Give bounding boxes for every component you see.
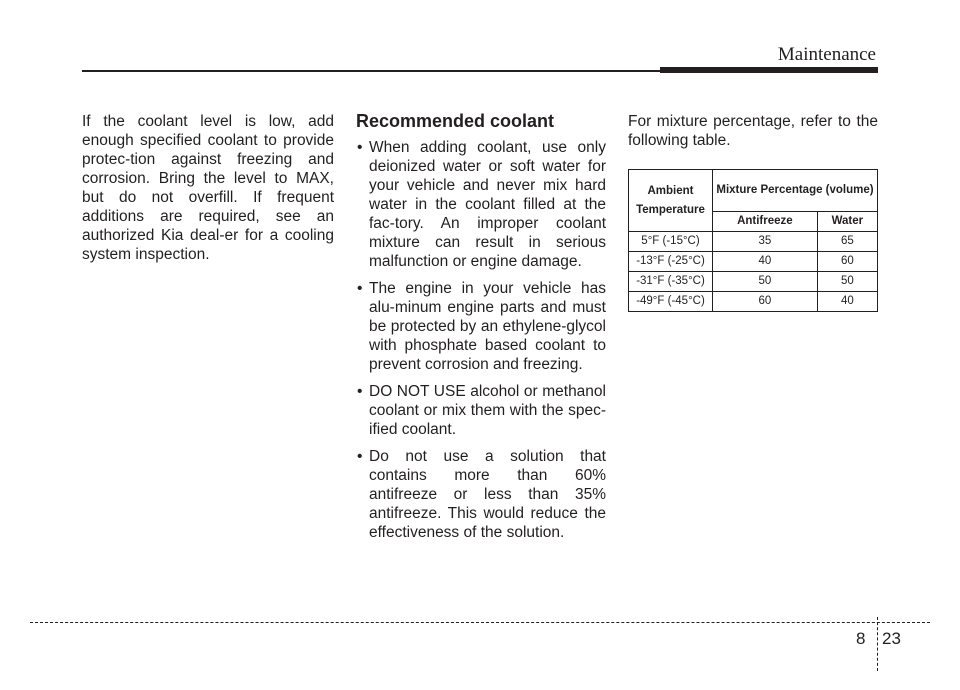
page-number: 23 bbox=[882, 629, 901, 648]
temperature-cell: -13°F (-25°C) bbox=[629, 252, 713, 272]
page-header-title: Maintenance bbox=[777, 44, 876, 65]
left-column bbox=[82, 112, 334, 264]
section-number: 8 bbox=[856, 629, 866, 648]
antifreeze-cell: 35 bbox=[713, 232, 818, 252]
water-cell: 40 bbox=[817, 292, 877, 312]
footer-rule bbox=[30, 622, 930, 623]
mixture-table bbox=[628, 169, 878, 312]
table-row bbox=[629, 272, 878, 292]
temperature-cell: -49°F (-45°C) bbox=[629, 292, 713, 312]
list-item: • When adding coolant, use only deionized water or soft water for your vehicle and never mix hard water in the coolant filled at the fac-tory. An improper coolant mixture can result in serious malfunction or engine damage. bbox=[356, 138, 606, 271]
water-cell: 50 bbox=[817, 272, 877, 292]
section-title: Recommended coolant bbox=[356, 111, 555, 131]
temperature-cell: 5°F (-15°C) bbox=[629, 232, 713, 252]
table-row bbox=[629, 292, 878, 312]
antifreeze-cell: 50 bbox=[713, 272, 818, 292]
table-row bbox=[629, 252, 878, 272]
list-item: • DO NOT USE alcohol or methanol coolant or mix them with the spec-ified coolant. bbox=[356, 382, 606, 439]
header-antifreeze: Antifreeze bbox=[713, 212, 818, 232]
middle-column bbox=[356, 110, 606, 550]
antifreeze-cell: 40 bbox=[713, 252, 818, 272]
water-cell: 60 bbox=[817, 252, 877, 272]
water-cell: 65 bbox=[817, 232, 877, 252]
coolant-bullet-list bbox=[356, 138, 606, 542]
antifreeze-cell: 60 bbox=[713, 292, 818, 312]
list-item: • Do not use a solution that contains more than 60% antifreeze or less than 35% antifreeze. This would reduce the effectiveness of the solution. bbox=[356, 447, 606, 542]
header-water: Water bbox=[817, 212, 877, 232]
table-intro: For mixture percentage, refer to the following table. bbox=[628, 113, 878, 149]
table-row bbox=[629, 232, 878, 252]
list-item: • The engine in your vehicle has alu-minum engine parts and must be protected by an ethylene-glycol with phosphate based coolant to prevent corrosion and freezing. bbox=[356, 279, 606, 374]
header-ambient-temperature: Ambient Temperature bbox=[629, 170, 713, 232]
header-rule-accent bbox=[660, 67, 878, 73]
coolant-level-paragraph: If the coolant level is low, add enough specified coolant to provide protec-tion against freezing and corrosion. Bring the level to MAX, but do not overfill. If frequent additions are required, see an authorized Kia deal-er for a cooling system inspection. bbox=[82, 113, 334, 263]
header-rule bbox=[82, 70, 660, 72]
header-mixture-percentage: Mixture Percentage (volume) bbox=[713, 170, 878, 212]
right-column bbox=[628, 112, 878, 312]
page-number-divider bbox=[877, 617, 878, 671]
temperature-cell: -31°F (-35°C) bbox=[629, 272, 713, 292]
